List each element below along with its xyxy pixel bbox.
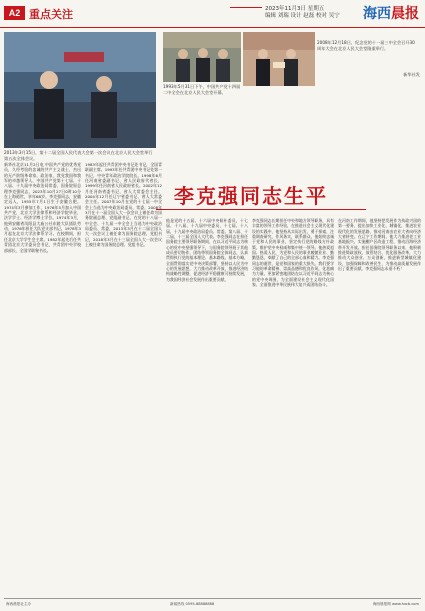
page-header — [0, 0, 425, 30]
photo-3-caption: 2013年3月15日，第十二届全国人民代表大会第一次会议在北京人民大会堂举行第五次全体会议。 — [4, 150, 153, 161]
page-number-badge: A2 — [4, 6, 25, 20]
footer-left: 海西晨报社主办 — [6, 602, 32, 606]
news-photo-1 — [163, 32, 241, 82]
photo-2-image — [243, 32, 315, 86]
article-column-4: 李克强同志长期担任中央和地方领导职务，具有丰富的领导工作经验，在推进社会主义现代化建设的实践中，他坚持从实际出发，勇于探索，注重调查研究，作风务实，联系群众。他始终忠诚于党和人民的事业，坚定执行党的路线方针政策，维护党中央权威和集中统一领导。他热爱祖国、热爱人民，为党和人民的事业兢兢业业、勤勤恳恳，奉献了自己的全部心血和精力。李克强同志的逝世，是党和国家的重大损失。我们要学习他的革命精神、崇高品德和优良作风，化悲痛为力量，更加紧密地团结在以习近平同志为核心的党中央周围，为全面建设社会主义现代化国家、全面推进中华民族伟大复兴而团结奋斗。 — [252, 218, 334, 288]
photo-1-image — [163, 32, 241, 82]
headline-rule — [156, 209, 366, 210]
article-headline: 李克强同志生平 — [174, 184, 328, 208]
footer-website: 海西晨报网 www.hxcb.com — [372, 602, 419, 606]
logo-accent: 晨报 — [391, 6, 419, 22]
date-block — [265, 6, 340, 20]
header-rule — [0, 27, 425, 28]
footer-hotline: 新闻热线 0595-88888888 — [170, 602, 215, 606]
news-photo-2 — [243, 32, 315, 86]
editor-line: 编辑 刘瑞 设计 赵磊 校对 吴宁 — [265, 13, 340, 19]
article-column-1: 新华社北京11月2日电 中国共产党的优秀党员，久经考验的忠诚的共产主义战士，杰出的无产阶级革命家、政治家，我党我国和我军的卓越领导人，中国共产党第十七届、十八届、十九届中央政治局常委，国务院原总理李克强同志，2023年10月27日0时10分在上海逝世，享年68岁。李克强同志，安徽定远人，1955年7月1日生于安徽合肥。1974年3月参加工作，1976年5月加入中国共产党，北京大学法律系和经济学院毕业，法学学士、经济学博士学位。1974年3月，他到安徽省凤阳县大庙公社东陵大队插队劳动，1976年担任大队党支部书记。1978年3月起在北京大学法律系学习。在校期间，担任北京大学学生会主席。1982年起先后任共青团北京大学委员会书记，共青团中央学校部部长、全国学联秘书长。 — [4, 162, 81, 253]
newspaper-logo — [363, 3, 419, 23]
page-footer — [0, 600, 425, 610]
news-photo-3 — [4, 32, 156, 148]
article-column-3: 他是党的十五届、十六届中央候补委员，十七届、十八届、十九届中央委员，十七届、十八届、十九届中央政治局委员、常委。第八届、十二届、十三届全国人大代表。李克强同志在担任国务院主要领导职务期间，在以习近平同志为核心的党中央坚强领导下，与国务院领导班子其他成员密切协作，团结带领国务院全体同志，认真贯彻执行党的基本理论、基本路线、基本方略，全面贯彻落实党中央决策部署，坚持以人民为中心的发展思想，大力推动改革开放，推进经济结构战略性调整，促进经济平稳健康可持续发展，为我国经济社会发展作出重要贡献。 — [166, 218, 248, 282]
photo-credit: 新华社发 — [403, 72, 420, 77]
photo-3-image — [4, 32, 156, 148]
date-line: 2023年11月3日 星期五 — [265, 6, 325, 12]
section-title: 重点关注 — [29, 8, 73, 21]
logo-main: 海西 — [363, 6, 391, 22]
photo-2-caption: 2008年12月18日，纪念党的十一届三中全会召开30周年大会在北京人民大会堂隆重举行。 — [317, 40, 415, 51]
photo-1-caption: 1993年5月31日下午，中国共产党十四届二中全会在北京人民大会堂开幕。 — [163, 84, 241, 95]
article-column-2: 1983年起任共青团中央书记处书记，全国青联副主席。1993年任共青团中央书记处第一书记，中央青年政治学院院长。1998年6月任河南省委副书记、省人民政府代省长，1999年任河南省人民政府省长。2002年12月任河南省委书记、省人大常委会主任。2004年12月任辽宁省委书记、省人大常委会主任。2007年10月在党的十七届一中全会上当选为中央政治局委员、常委，2008年3月在十一届全国人大一次会议上被任命为国务院副总理、党组副书记。在党的十八届一中全会、十九届一中全会上当选为中央政治局委员、常委，2013年3月在十二届全国人大一次会议上被任命为国务院总理、党组书记，2018年3月在十三届全国人大一次会议上被任命为国务院总理、党组书记。 — [85, 162, 162, 248]
footer-rule — [4, 598, 421, 599]
header-divider — [230, 7, 262, 8]
article-column-5: 在河南工作期间，他坚持把发展作为执政兴国的第一要务，提出加快工业化、城镇化，推进农业现代化的发展思路，推动河南由农业大省向经济大省转变。在辽宁工作期间，他大力推进老工业基地振兴，实施棚户区改造工程，推动沿海经济带开发开放。担任国务院领导职务以来，他积极推进简政放权、放管结合、优化服务改革，大力推动大众创业、万众创新，推进新型城镇化建设，加强保障和改善民生，为推动高质量发展作出了重要贡献。李克强同志永垂不朽！ — [338, 218, 421, 272]
